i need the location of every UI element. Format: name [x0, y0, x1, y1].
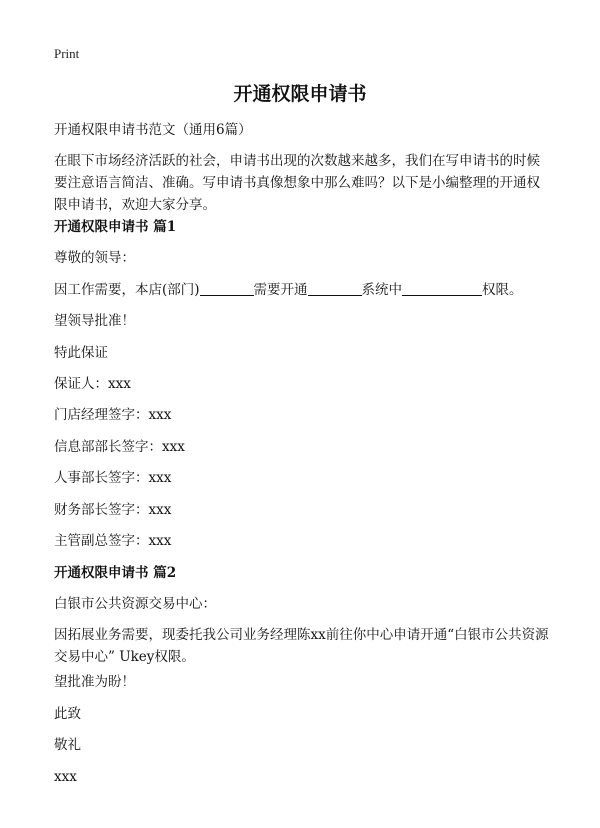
print-link[interactable]: Print [54, 46, 80, 61]
blank-permission [402, 281, 482, 296]
section-1-body [54, 279, 554, 301]
body-text-part-3: 系统中 [361, 282, 403, 298]
signer: xxx [54, 769, 77, 785]
intro-paragraph: 在眼下市场经济活跃的社会，申请书出现的次数越来越多，我们在写申请书的时候要注意语言简洁、准确。写申请书真像想象中那么难吗？以下是小编整理的开通权限申请书，欢迎大家分享。 [54, 153, 540, 213]
closing-salutation: 此致 [54, 706, 81, 722]
signature-line: 人事部长签字：xxx [54, 470, 172, 486]
signature-line: 保证人：xxx [54, 376, 131, 392]
body-text-part-1: 因工作需要，本店(部门) [54, 282, 200, 298]
section-2-greeting: 白银市公共资源交易中心： [54, 596, 216, 612]
page-title: 开通权限申请书 [233, 83, 367, 105]
section-2-heading: 开通权限申请书 篇2 [54, 565, 177, 581]
signature-line: 财务部长签字：xxx [54, 502, 172, 518]
section-1-heading: 开通权限申请书 篇1 [54, 219, 177, 235]
blank-system [308, 281, 362, 296]
section-2-request: 望批准为盼！ [54, 674, 135, 690]
body-text-part-2: 需要开通 [253, 282, 308, 298]
subtitle: 开通权限申请书范文（通用6篇） [54, 122, 252, 138]
signature-line: 信息部部长签字：xxx [54, 439, 185, 455]
blank-department [200, 281, 254, 296]
section-1-greeting: 尊敬的领导： [54, 250, 135, 266]
signature-line: 门店经理签字：xxx [54, 407, 172, 423]
body-text-part-4: 权限。 [482, 282, 523, 298]
section-1-request: 望领导批准！ [54, 313, 135, 329]
section-1-guarantee: 特此保证 [54, 345, 108, 361]
signature-line: 主管副总签字：xxx [54, 533, 172, 549]
closing-respect: 敬礼 [54, 737, 81, 753]
section-2-body: 因拓展业务需要，现委托我公司业务经理陈xx前往你中心申请开通“白银市公共资源交易中心” Ukey权限。 [54, 627, 549, 665]
